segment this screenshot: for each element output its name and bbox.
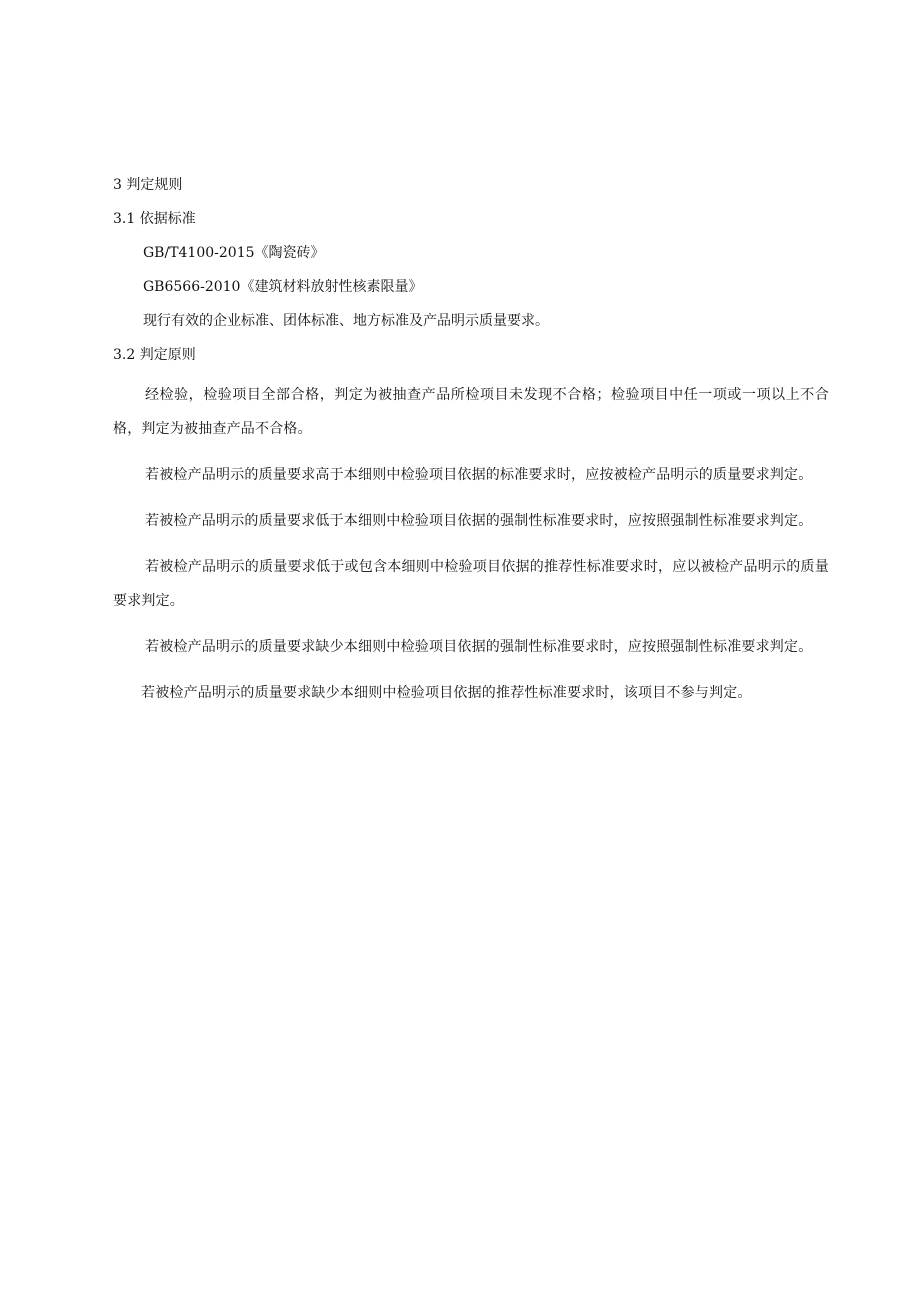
document-page <box>113 174 829 722</box>
subsection-title-principles: 3.2 判定原则 <box>113 347 196 363</box>
section-title: 3 判定规则 <box>113 177 183 193</box>
principle-paragraph-5: 若被检产品明示的质量要求缺少本细则中检验项目依据的强制性标准要求时，应按照强制性标准要求判定。 <box>145 639 813 655</box>
principle-paragraph-2: 若被检产品明示的质量要求高于本细则中检验项目依据的标准要求时，应按被检产品明示的质量要求判定。 <box>145 467 813 483</box>
principle-paragraph-4: 若被检产品明示的质量要求低于或包含本细则中检验项目依据的推荐性标准要求时，应以被检产品明示的质量要求判定。 <box>113 559 829 609</box>
principle-paragraph-6: 若被检产品明示的质量要求缺少本细则中检验项目依据的推荐性标准要求时，该项目不参与判定。 <box>141 685 752 701</box>
principle-paragraph-1: 经检验，检验项目全部合格，判定为被抽查产品所检项目未发现不合格；检验项目中任一项或一项以上不合格，判定为被抽查产品不合格。 <box>113 387 829 437</box>
principle-paragraph-3: 若被检产品明示的质量要求低于本细则中检验项目依据的强制性标准要求时，应按照强制性标准要求判定。 <box>145 513 813 529</box>
standard-ref-3: 现行有效的企业标准、团体标准、地方标准及产品明示质量要求。 <box>143 313 549 329</box>
subsection-title-basis: 3.1 依据标准 <box>113 211 196 227</box>
standard-ref-2: GB6566-2010《建筑材料放射性核素限量》 <box>143 279 423 295</box>
standard-ref-1: GB/T4100-2015《陶瓷砖》 <box>143 245 325 261</box>
